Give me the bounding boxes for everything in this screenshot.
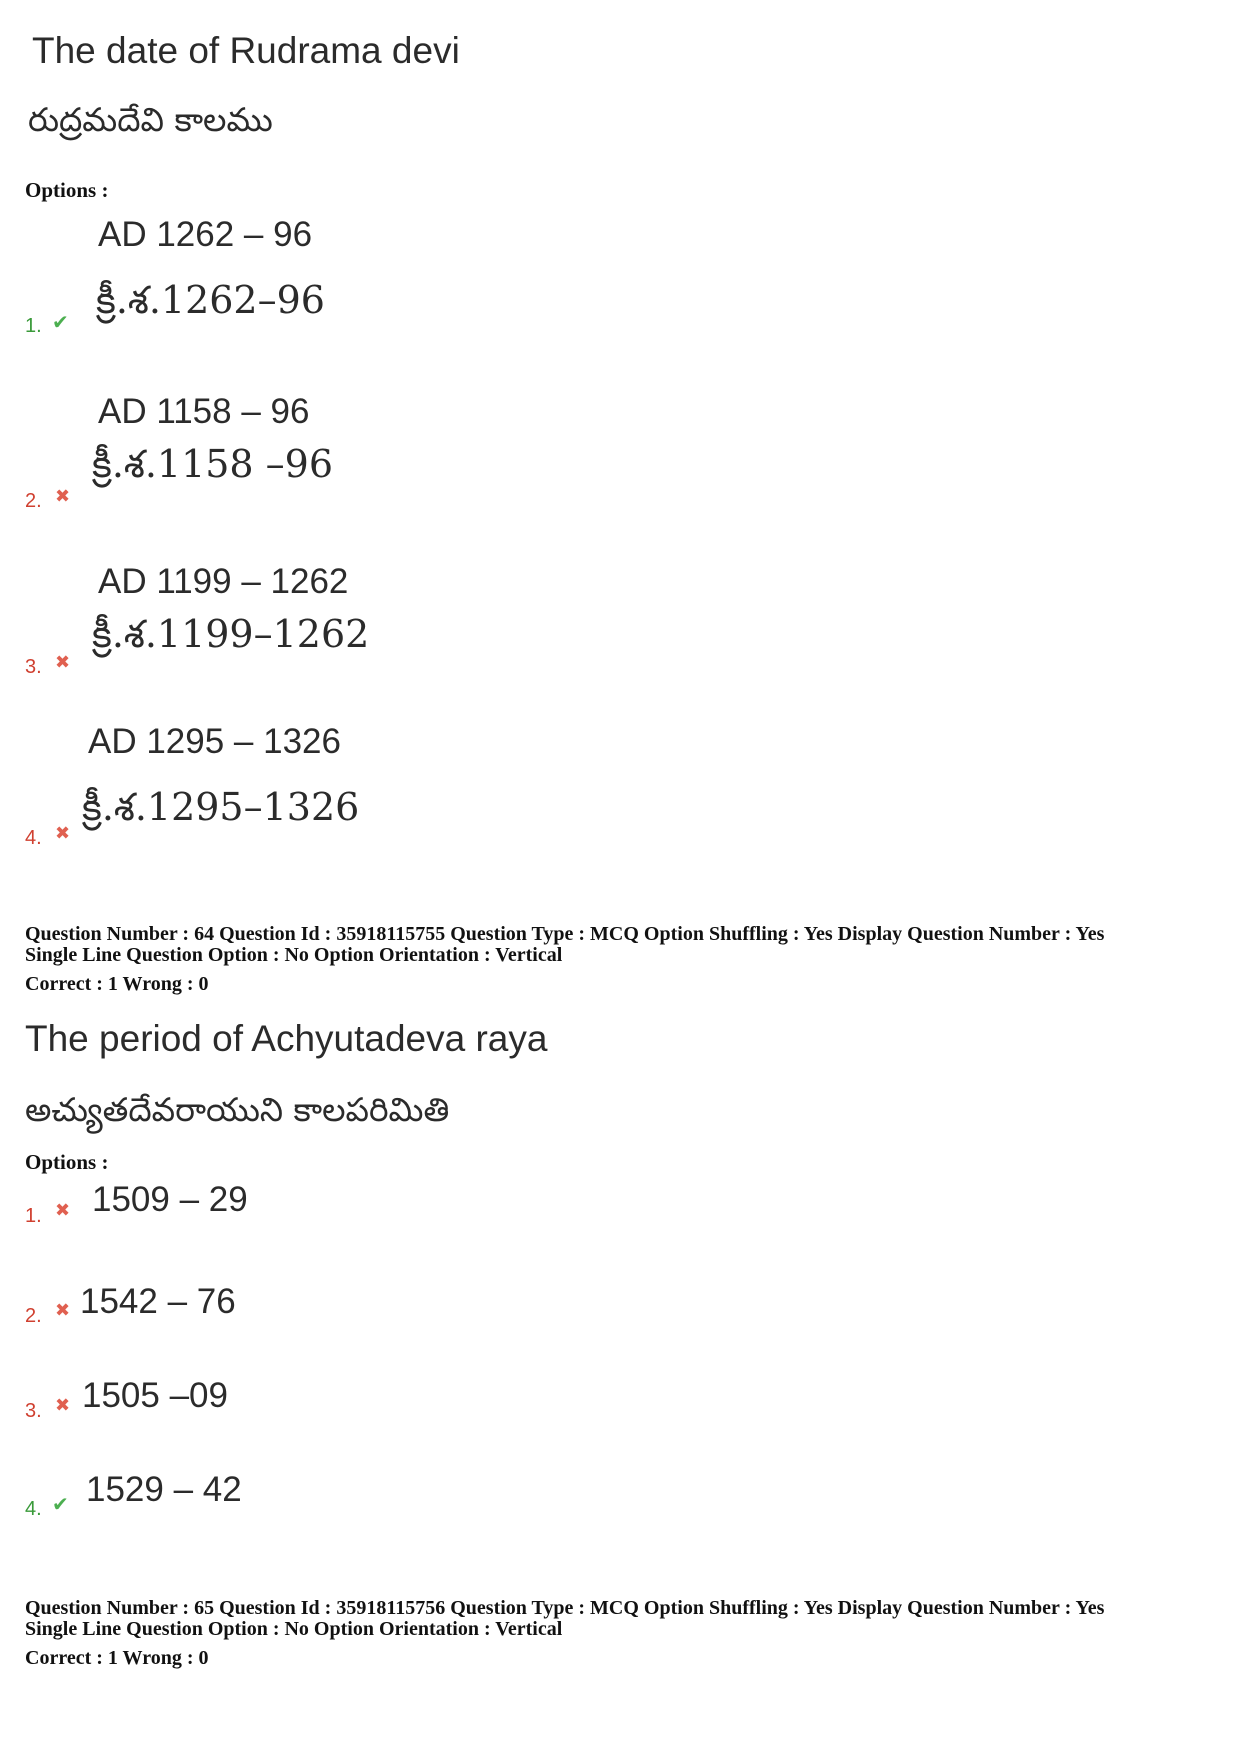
options-label: Options : [25,178,109,202]
option-text-te: క్రీ.శ.1262–96 [96,278,325,322]
check-icon: ✔ [52,310,69,334]
option-number: 2. [25,1305,42,1327]
option-text-te: క్రీ.శ.1158 –96 [92,442,334,486]
option-number: 1. [25,1205,42,1227]
options-label: Options : [25,1150,109,1174]
question-meta-line: Question Number : 64 Question Id : 35918115755 Question Type : MCQ Option Shuffling : Yes Display Question Number : Yes [25,923,1105,945]
option-number: 3. [25,1400,42,1422]
question-meta-line: Question Number : 65 Question Id : 35918115756 Question Type : MCQ Option Shuffling : Yes Display Question Number : Yes [25,1597,1105,1619]
option-number: 2. [25,490,42,512]
cross-icon: ✖ [55,486,71,507]
option-text-en: AD 1262 – 96 [98,215,313,254]
option-text: 1509 – 29 [92,1180,248,1219]
cross-icon: ✖ [55,1300,71,1321]
check-icon: ✔ [52,1492,69,1516]
option-text-te: క్రీ.శ.1295–1326 [82,785,360,829]
option-number: 3. [25,656,42,678]
cross-icon: ✖ [55,652,71,673]
question-title-te: అచ్యుతదేవరాయుని కాలపరిమితి [25,1090,450,1129]
cross-icon: ✖ [55,1395,71,1416]
question-score: Correct : 1 Wrong : 0 [25,973,209,995]
question-meta-line: Single Line Question Option : No Option Orientation : Vertical [25,1618,563,1640]
option-text: 1505 –09 [82,1376,228,1415]
option-text: 1542 – 76 [80,1282,236,1321]
option-text-en: AD 1295 – 1326 [88,722,341,761]
question-title-te: రుద్రమదేవి కాలము [28,100,273,139]
question-score: Correct : 1 Wrong : 0 [25,1647,209,1669]
option-text-te: క్రీ.శ.1199–1262 [92,612,370,656]
option-number: 1. [25,315,42,337]
option-number: 4. [25,1498,42,1520]
option-text: 1529 – 42 [86,1470,242,1509]
question-title-en: The date of Rudrama devi [32,30,460,71]
question-meta-line: Single Line Question Option : No Option Orientation : Vertical [25,944,563,966]
option-text-en: AD 1158 – 96 [98,392,310,431]
question-title-en: The period of Achyutadeva raya [25,1018,548,1059]
option-text-en: AD 1199 – 1262 [98,562,349,601]
cross-icon: ✖ [55,823,71,844]
option-number: 4. [25,827,42,849]
cross-icon: ✖ [55,1200,71,1221]
